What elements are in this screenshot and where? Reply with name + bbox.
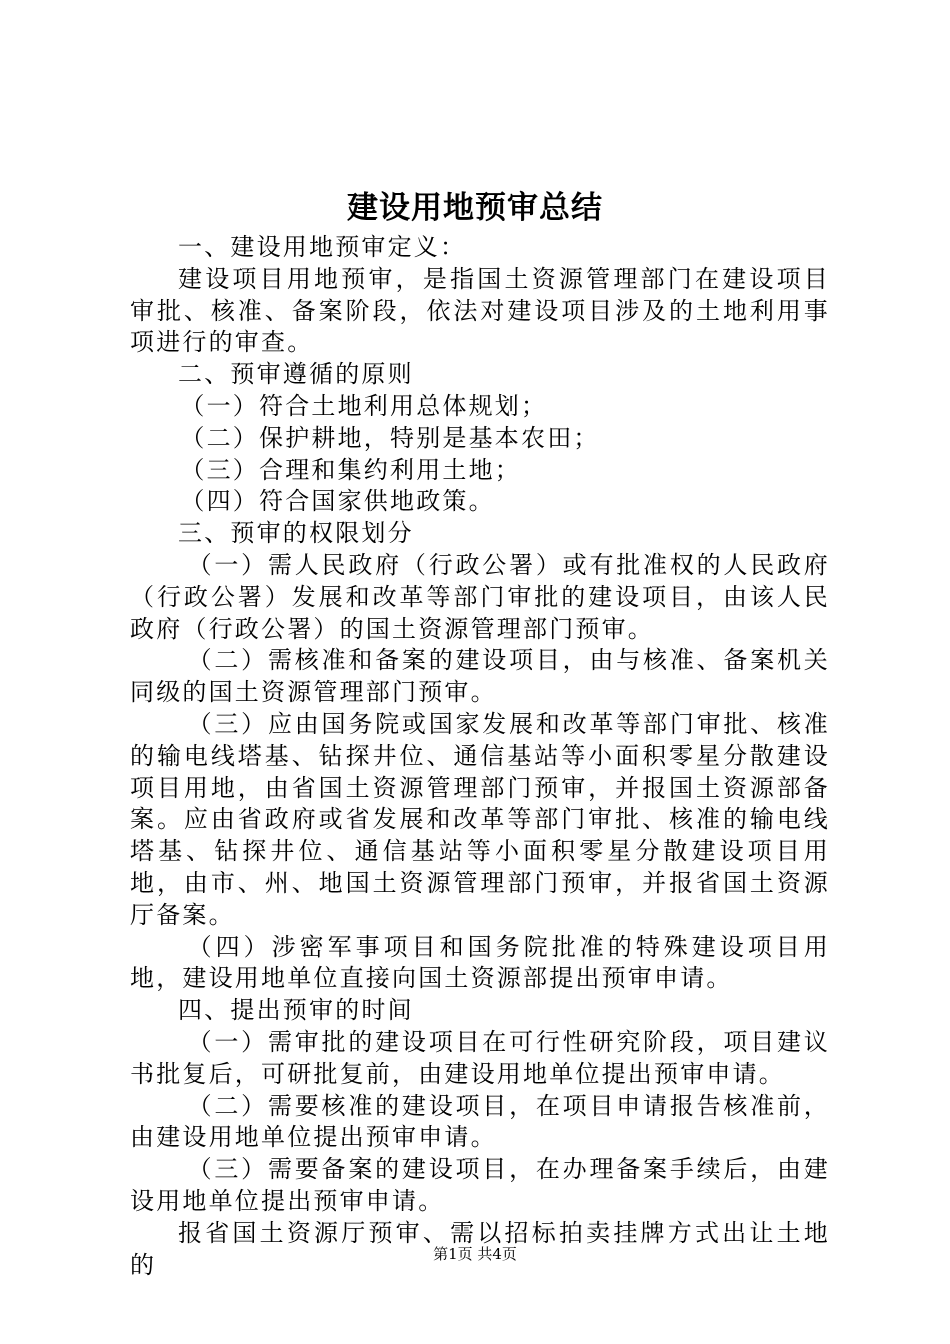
- section-heading-4: 四、提出预审的时间: [178, 996, 414, 1025]
- principle-item-2: （二）保护耕地，特别是基本农田；: [180, 423, 600, 452]
- page-footer: 第1页 共4页: [433, 1245, 517, 1263]
- timing-item-1: （一）需审批的建设项目在可行性研究阶段，项目建议书批复后，可研批复前，由建设用地单位提出预审申请。: [130, 1027, 830, 1088]
- section-heading-3: 三、预审的权限划分: [178, 519, 414, 548]
- document-body: [130, 232, 830, 1281]
- section-heading-1: 一、建设用地预审定义：: [178, 233, 467, 261]
- authority-item-4: （四）涉密军事项目和国务院批准的特殊建设项目用地，建设用地单位直接向国土资源部提出预审申请。: [130, 932, 830, 993]
- authority-item-1: （一）需人民政府（行政公署）或有批准权的人民政府（行政公署）发展和改革等部门审批的建设项目，由该人民政府（行政公署）的国土资源管理部门预审。: [130, 550, 830, 643]
- authority-item-3: （三）应由国务院或国家发展和改革等部门审批、核准的输电线塔基、钻探井位、通信基站等小面积零星分散建设项目用地，由省国土资源管理部门预审，并报国土资源部备案。应由省政府或省发展和改革等部门审批、核准的输电线塔基、钻探井位、通信基站等小面积零星分散建设项目用地，由市、州、地国土资源管理部门预审，并报省国土资源厅备案。: [130, 709, 830, 929]
- timing-item-3: （三）需要备案的建设项目，在办理备案手续后，由建设用地单位提出预审申请。: [130, 1155, 830, 1215]
- timing-item-2: （二）需要核准的建设项目，在项目申请报告核准前，由建设用地单位提出预审申请。: [130, 1091, 830, 1152]
- principle-item-1: （一）符合土地利用总体规划；: [180, 391, 548, 420]
- principle-item-3: （三）合理和集约利用土地；: [180, 455, 521, 484]
- document-title: 建设用地预审总结: [347, 190, 603, 226]
- authority-item-2: （二）需核准和备案的建设项目，由与核准、备案机关同级的国土资源管理部门预审。: [130, 646, 830, 707]
- section-heading-2: 二、预审遵循的原则: [178, 360, 414, 389]
- principle-item-4: （四）符合国家供地政策。: [180, 487, 495, 516]
- paragraph-definition: 建设项目用地预审，是指国土资源管理部门在建设项目审批、核准、备案阶段，依法对建设项目涉及的土地利用事项进行的审查。: [130, 264, 830, 357]
- paragraph-continued: 报省国土资源厅预审、需以招标拍卖挂牌方式出让土地的: [130, 1218, 830, 1279]
